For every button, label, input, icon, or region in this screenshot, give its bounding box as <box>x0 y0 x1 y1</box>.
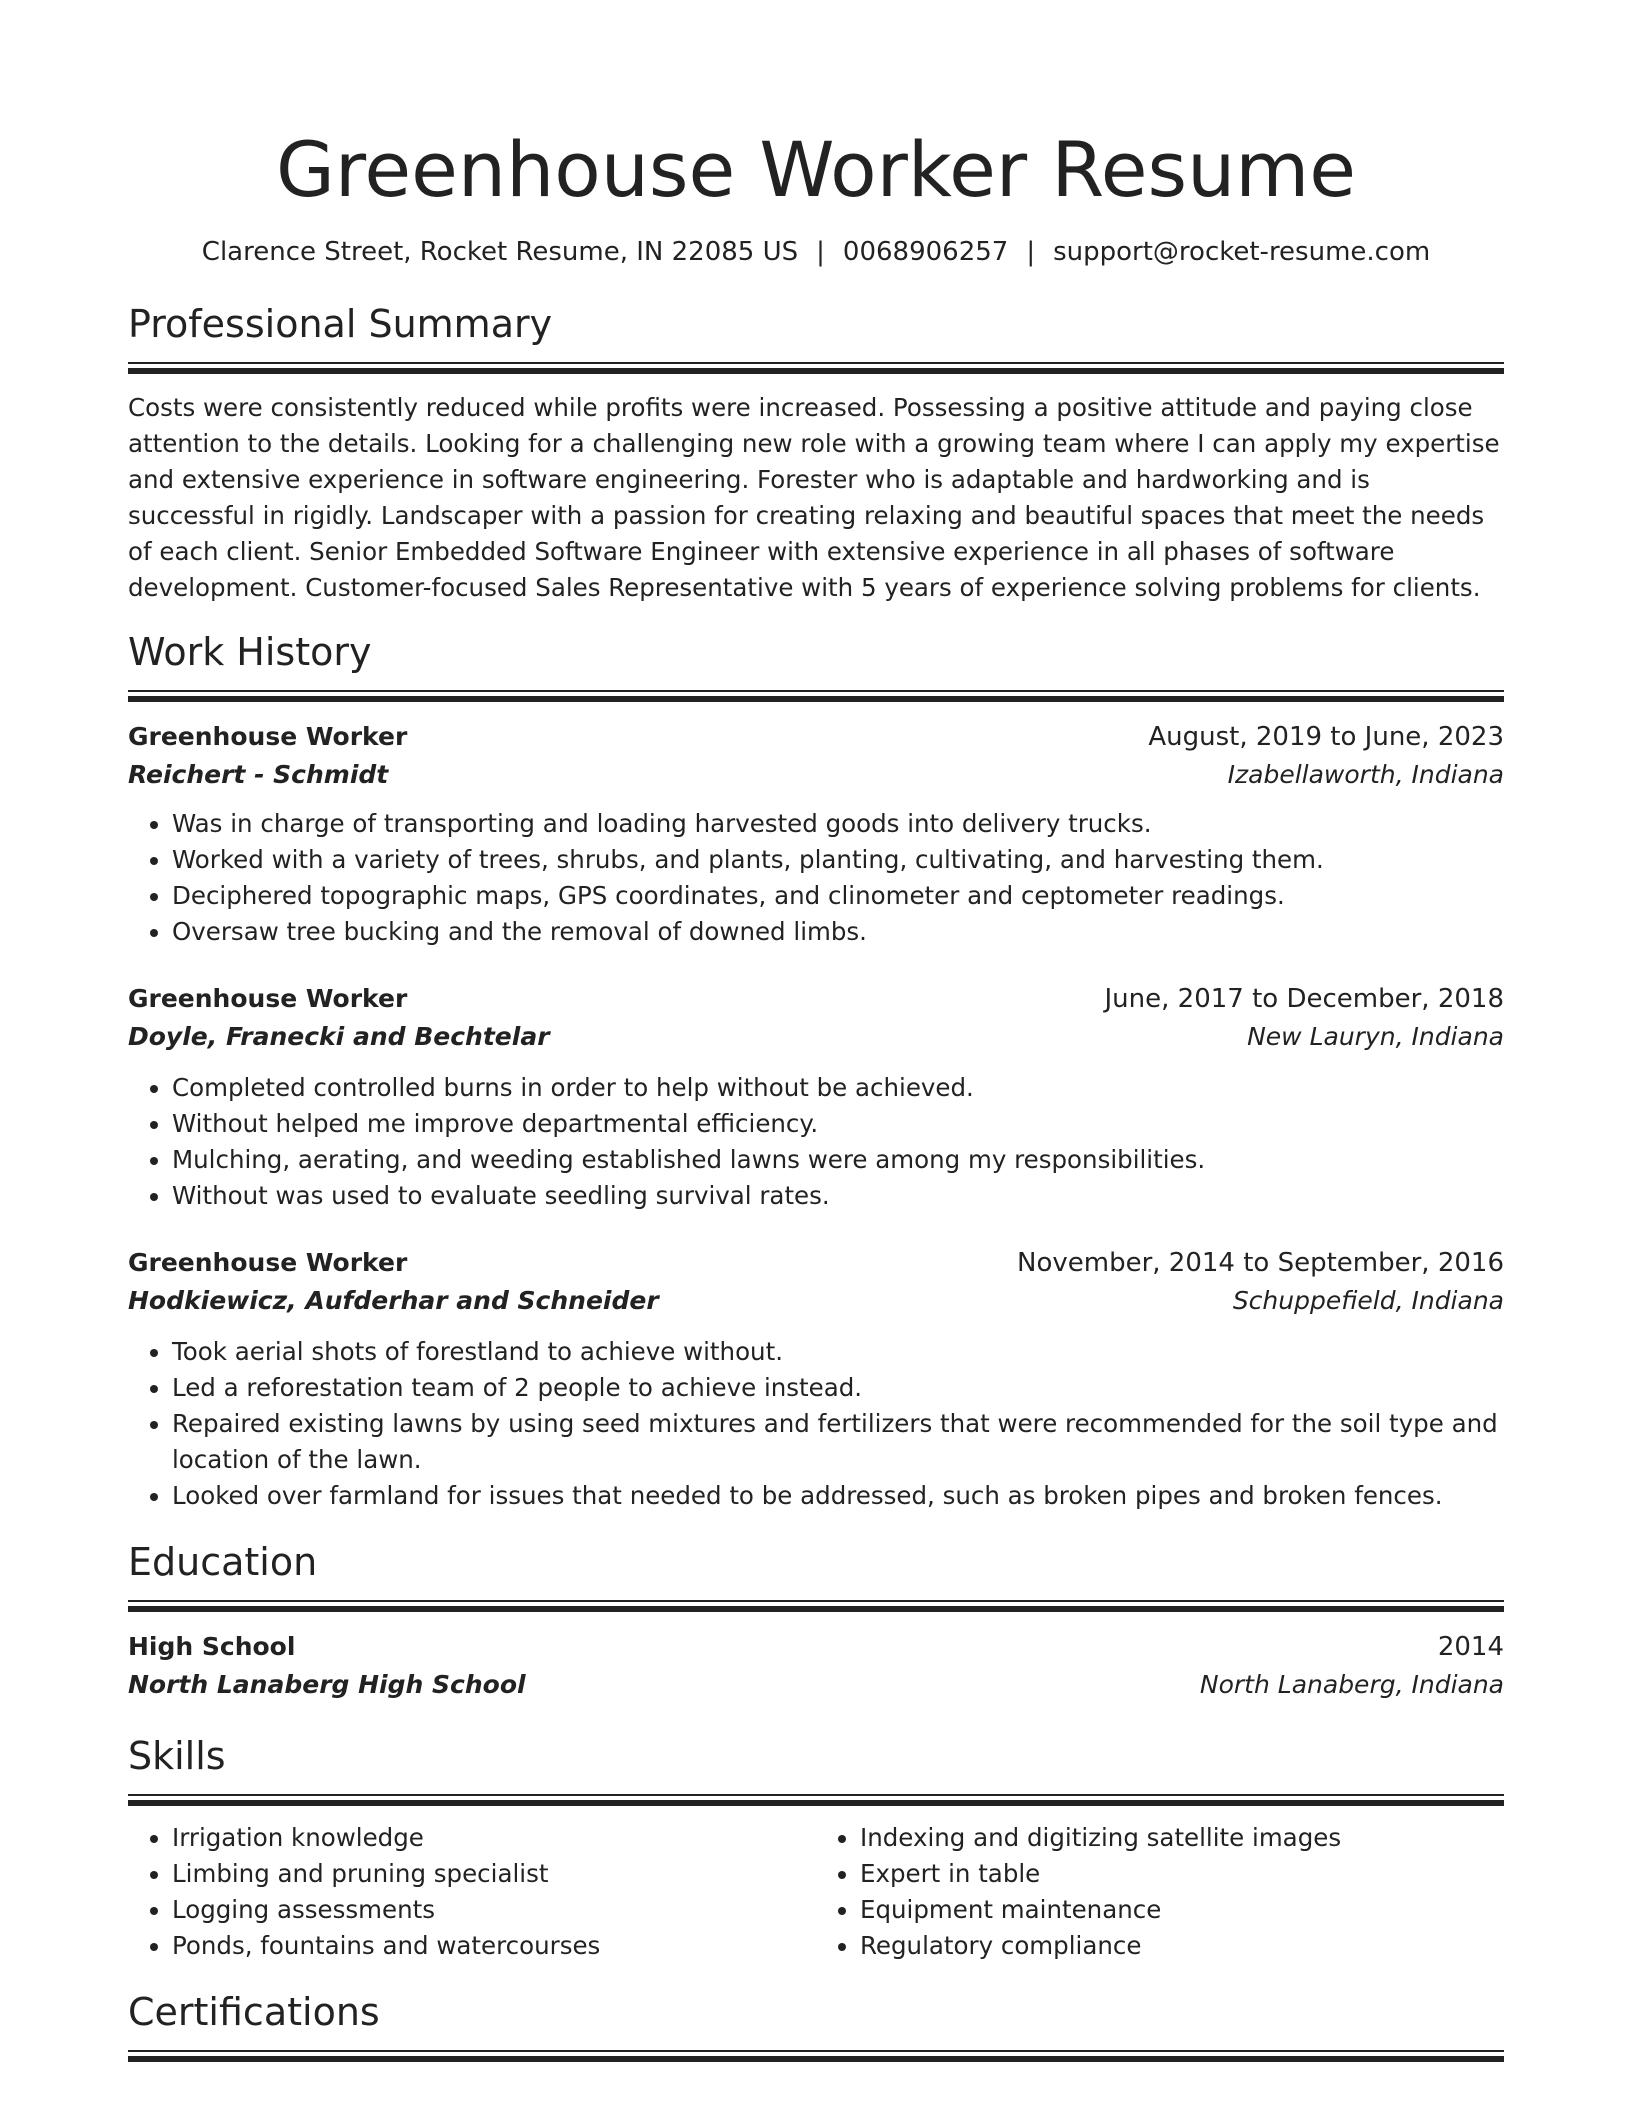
summary-section <box>128 300 1504 606</box>
job-company: Hodkiewicz, Aufderhar and Schneider <box>128 1286 659 1315</box>
job-header-row <box>128 980 1504 1018</box>
job-bullets <box>128 1070 1504 1214</box>
section-divider-thick <box>128 2056 1504 2062</box>
contact-phone: 0068906257 <box>842 237 1009 267</box>
list-item: • Without helped me improve departmental efficiency. <box>172 1106 1504 1142</box>
job-entry <box>128 1244 1504 1514</box>
list-item: • Regulatory compliance <box>860 1928 1504 1964</box>
section-divider <box>128 362 1504 364</box>
list-item: • Without was used to evaluate seedling survival rates. <box>172 1178 1504 1214</box>
contact-line <box>128 234 1504 270</box>
list-item: • Irrigation knowledge <box>172 1820 816 1856</box>
section-heading-education: Education <box>128 1540 318 1584</box>
skills-list-left <box>128 1820 816 1964</box>
contact-address: Clarence Street, Rocket Resume, IN 22085 US <box>201 237 799 267</box>
section-heading-summary: Professional Summary <box>128 302 553 346</box>
job-title: Greenhouse Worker <box>128 1248 408 1277</box>
list-item: • Indexing and digitizing satellite images <box>860 1820 1504 1856</box>
list-item: • Took aerial shots of forestland to achieve without. <box>172 1334 1504 1370</box>
list-item: • Looked over farmland for issues that needed to be addressed, such as broken pipes and broken fences. <box>172 1478 1504 1514</box>
education-year: 2014 <box>1437 1632 1504 1662</box>
job-dates: August, 2019 to June, 2023 <box>1148 722 1504 752</box>
skills-grid <box>128 1820 1504 1964</box>
education-degree: High School <box>128 1632 296 1661</box>
page-title: Greenhouse Worker Resume <box>275 125 1357 214</box>
section-divider <box>128 2050 1504 2052</box>
job-entry <box>128 718 1504 950</box>
list-item: • Was in charge of transporting and loading harvested goods into delivery trucks. <box>172 806 1504 842</box>
contact-separator: | <box>1026 237 1036 267</box>
education-header-row <box>128 1628 1504 1666</box>
job-location: Schuppefield, Indiana <box>1232 1286 1504 1315</box>
list-item: • Repaired existing lawns by using seed mixtures and fertilizers that were recommended for the soil type and location of the lawn. <box>172 1406 1504 1478</box>
job-title: Greenhouse Worker <box>128 984 408 1013</box>
list-item: • Logging assessments <box>172 1892 816 1928</box>
job-company-row <box>128 1018 1504 1056</box>
skills-section <box>128 1732 1504 1964</box>
work-section <box>128 628 1504 1514</box>
list-item: • Expert in table <box>860 1856 1504 1892</box>
education-section <box>128 1538 1504 1704</box>
job-header-row <box>128 1244 1504 1282</box>
summary-text: Costs were consistently reduced while profits were increased. Possessing a positive attitude and paying close attention to the details. Looking for a challenging new role with a growing team where I can apply my expertise and extensive experience in software engineering. Forester who is adaptable and hardworking and is successful in rigidly. Landscaper with a passion for creating relaxing and beautiful spaces that meet the needs of each client. Senior Embedded Software Engineer with extensive experience in all phases of software development. Customer-focused Sales Representative with 5 years of experience solving problems for clients. <box>128 393 1500 602</box>
certifications-section <box>128 1988 1504 2062</box>
list-item: • Equipment maintenance <box>860 1892 1504 1928</box>
job-company: Doyle, Franecki and Bechtelar <box>128 1022 550 1051</box>
job-bullets <box>128 806 1504 950</box>
job-dates: June, 2017 to December, 2018 <box>1104 984 1504 1014</box>
job-location: New Lauryn, Indiana <box>1247 1022 1504 1051</box>
section-heading-work: Work History <box>128 630 372 674</box>
education-location: North Lanaberg, Indiana <box>1199 1670 1504 1699</box>
list-item: • Led a reforestation team of 2 people to achieve instead. <box>172 1370 1504 1406</box>
section-divider-thick <box>128 1606 1504 1612</box>
contact-separator: | <box>816 237 825 267</box>
list-item: • Ponds, fountains and watercourses <box>172 1928 816 1964</box>
job-entry <box>128 980 1504 1214</box>
section-divider <box>128 1600 1504 1602</box>
section-divider-thick <box>128 1800 1504 1806</box>
list-item: • Deciphered topographic maps, GPS coordinates, and clinometer and ceptometer readings. <box>172 878 1504 914</box>
contact-email: support@rocket-resume.com <box>1053 237 1431 267</box>
list-item: • Oversaw tree bucking and the removal of downed limbs. <box>172 914 1504 950</box>
list-item: • Completed controlled burns in order to help without be achieved. <box>172 1070 1504 1106</box>
job-header-row <box>128 718 1504 756</box>
list-item: • Worked with a variety of trees, shrubs, and plants, planting, cultivating, and harvesting them. <box>172 842 1504 878</box>
job-bullets <box>128 1334 1504 1514</box>
job-company: Reichert - Schmidt <box>128 760 389 789</box>
list-item: • Limbing and pruning specialist <box>172 1856 816 1892</box>
education-school: North Lanaberg High School <box>128 1670 526 1699</box>
job-location: Izabellaworth, Indiana <box>1227 760 1504 789</box>
job-title: Greenhouse Worker <box>128 722 408 751</box>
section-divider-thick <box>128 368 1504 374</box>
section-heading-skills: Skills <box>128 1734 226 1778</box>
section-heading-certifications: Certifications <box>128 1990 380 2034</box>
job-company-row <box>128 756 1504 794</box>
list-item: • Mulching, aerating, and weeding established lawns were among my responsibilities. <box>172 1142 1504 1178</box>
section-divider <box>128 1794 1504 1796</box>
section-divider <box>128 690 1504 692</box>
education-school-row <box>128 1666 1504 1704</box>
section-divider-thick <box>128 696 1504 702</box>
education-entry <box>128 1628 1504 1704</box>
job-company-row <box>128 1282 1504 1320</box>
job-dates: November, 2014 to September, 2016 <box>1017 1248 1504 1278</box>
skills-list-right <box>816 1820 1504 1964</box>
